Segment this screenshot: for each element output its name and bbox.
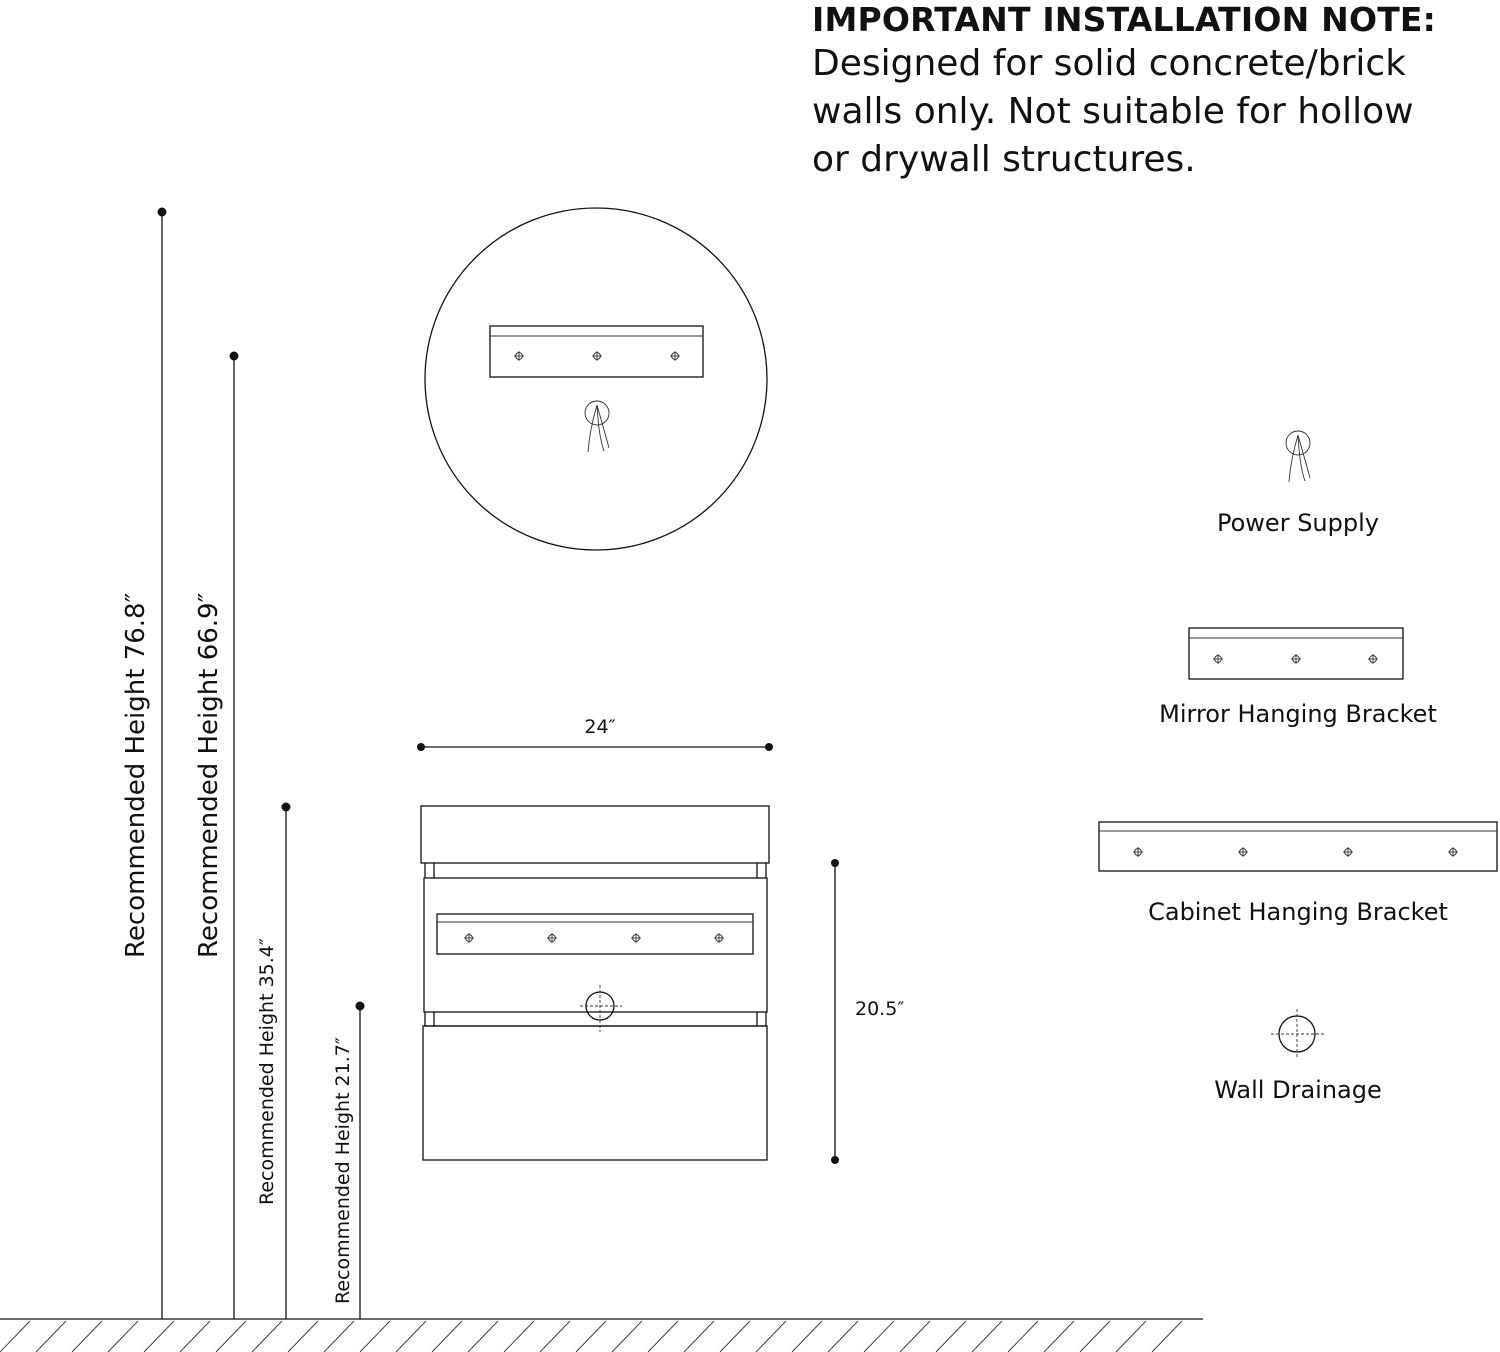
floor-hatch-mark: [756, 1321, 786, 1352]
vanity-cabinet: [421, 806, 769, 1160]
cabinet-bracket-icon: [1099, 822, 1497, 871]
wall-drainage-icon: [1271, 1009, 1324, 1059]
floor-hatch-mark: [900, 1321, 930, 1352]
height-label-35-4: Recommended Height 35.4″: [256, 938, 278, 1205]
power-supply-icon: [1286, 431, 1310, 482]
floor-hatch-mark: [612, 1321, 642, 1352]
floor-hatch-mark: [1008, 1321, 1038, 1352]
floor-hatch-mark: [684, 1321, 714, 1352]
cabinet-bracket-label: Cabinet Hanging Bracket: [1148, 898, 1448, 926]
floor-hatch-mark: [648, 1321, 678, 1352]
round-mirror: [425, 208, 767, 550]
height-label-21-7: Recommended Height 21.7″: [332, 1037, 354, 1304]
height-label-76-8: Recommended Height 76.8″: [121, 592, 151, 958]
legend: [1099, 431, 1497, 1104]
floor-hatch-mark: [792, 1321, 822, 1352]
floor-hatch-mark: [720, 1321, 750, 1352]
note-title: IMPORTANT INSTALLATION NOTE:: [812, 0, 1437, 39]
floor-hatch-mark: [72, 1321, 102, 1352]
floor-hatch-mark: [252, 1321, 282, 1352]
power-supply-label: Power Supply: [1217, 509, 1379, 537]
height-dimension-label: 20.5″: [855, 998, 905, 1020]
floor-hatch-mark: [972, 1321, 1002, 1352]
cabinet-wall-drainage: [580, 985, 622, 1032]
wall-drainage-label: Wall Drainage: [1214, 1076, 1382, 1104]
floor-hatch-mark: [468, 1321, 498, 1352]
height-line-35-4: [256, 803, 291, 1320]
floor-hatch-mark: [180, 1321, 210, 1352]
height-line-66-9: [194, 352, 239, 1320]
floor-hatch-mark: [1152, 1321, 1182, 1352]
floor-hatch-mark: [216, 1321, 246, 1352]
height-line-76-8: [121, 208, 167, 1320]
floor-hatch-mark: [288, 1321, 318, 1352]
floor-hatch-mark: [864, 1321, 894, 1352]
floor-line: [0, 1319, 1203, 1352]
floor-hatch-mark: [1116, 1321, 1146, 1352]
height-line-21-7: [332, 1002, 365, 1320]
floor-hatch-mark: [540, 1321, 570, 1352]
floor-hatch-mark: [576, 1321, 606, 1352]
floor-hatch-mark: [144, 1321, 174, 1352]
mirror-power-supply: [585, 401, 609, 452]
floor-hatch-mark: [396, 1321, 426, 1352]
mirror-bracket-icon: [1189, 628, 1403, 679]
floor-hatch-mark: [108, 1321, 138, 1352]
width-label: 24″: [584, 716, 616, 738]
mirror-bracket: [490, 326, 703, 377]
floor-hatch-mark: [432, 1321, 462, 1352]
floor-hatch-mark: [36, 1321, 66, 1352]
floor-hatch-mark: [360, 1321, 390, 1352]
floor-hatch-mark: [504, 1321, 534, 1352]
height-dimension: [831, 859, 904, 1164]
floor-hatch-mark: [828, 1321, 858, 1352]
height-label-66-9: Recommended Height 66.9″: [194, 592, 224, 958]
floor-hatch-mark: [0, 1321, 30, 1352]
width-dimension: [417, 716, 773, 751]
floor-hatch-mark: [324, 1321, 354, 1352]
floor-hatch-mark: [1044, 1321, 1074, 1352]
mirror-bracket-label: Mirror Hanging Bracket: [1159, 700, 1437, 728]
floor-hatch-mark: [936, 1321, 966, 1352]
floor-hatch-mark: [1080, 1321, 1110, 1352]
note-body: Designed for solid concrete/brick walls only. Not suitable for hollow or drywall structures.: [812, 43, 1414, 180]
cabinet-bracket: [437, 914, 753, 954]
